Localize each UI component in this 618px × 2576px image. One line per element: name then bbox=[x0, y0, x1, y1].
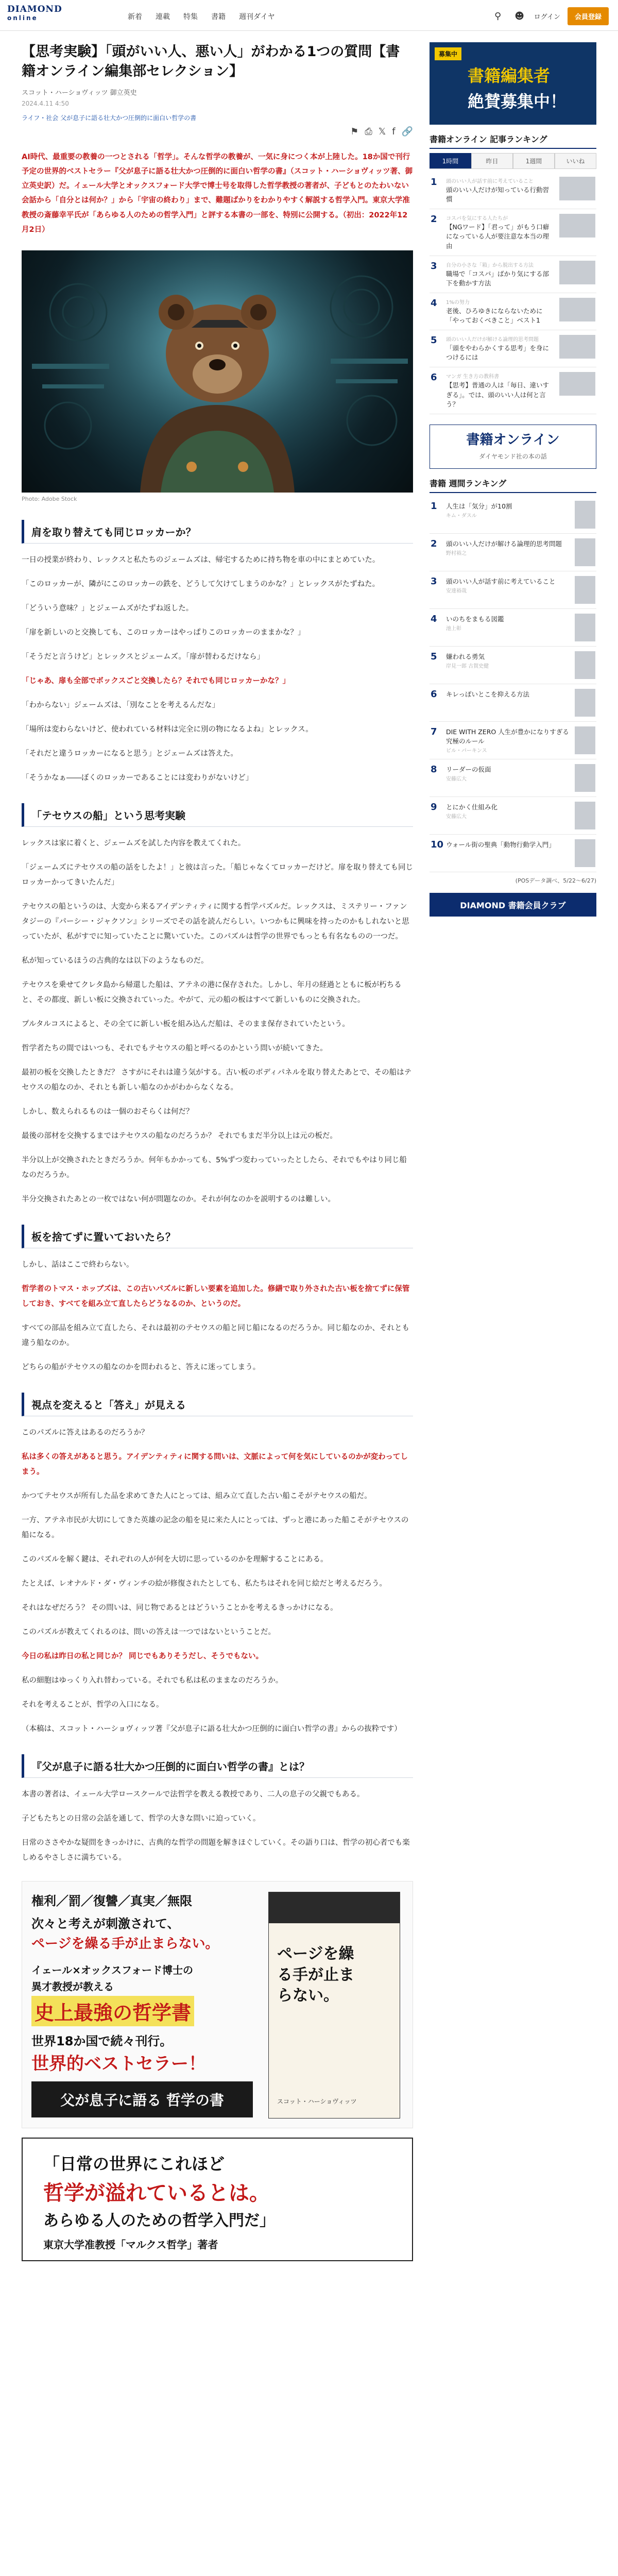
books-online-banner[interactable] bbox=[430, 425, 596, 469]
list-item[interactable] bbox=[430, 684, 596, 722]
tab-1week[interactable]: 1週間 bbox=[513, 153, 555, 168]
rank-number: 4 bbox=[431, 297, 437, 309]
x-share-icon[interactable]: 𝕏 bbox=[378, 126, 386, 137]
list-item[interactable] bbox=[430, 534, 596, 571]
book-ad-line6: 世界18か国で続々刊行。 bbox=[31, 2034, 173, 2049]
recruit-badge: 募集中 bbox=[435, 47, 461, 60]
book-ad-line7: 世界的ベストセラー！ bbox=[31, 2054, 206, 2075]
rank-category: コスパを気にする人たちが bbox=[446, 216, 508, 222]
weekly-ranking-title: 書籍 週間ランキング bbox=[430, 477, 596, 493]
paragraph: 半分交換されたあとの一枚ではない何が問題なのか。それが何なのかを説明するのは難しい。 bbox=[22, 1195, 335, 1204]
rank-number: 6 bbox=[431, 688, 437, 700]
article-title: 【思考実験】「頭がいい人、悪い人」がわかる1つの質問【書籍オンライン編集部セレクション】 bbox=[22, 44, 400, 80]
nav-item-weekly[interactable]: 週刊ダイヤ bbox=[239, 13, 275, 21]
book-title: リーダーの仮面 bbox=[446, 765, 491, 773]
list-item[interactable] bbox=[430, 722, 596, 759]
book-club-banner[interactable] bbox=[430, 893, 596, 917]
rank-thumbnail bbox=[559, 372, 595, 396]
book-title: 嫌われる勇気 bbox=[446, 652, 485, 660]
paragraph: それはなぜだろう？ その問いは、同じ物であるとはどういうことかを考えるきっかけになる。 bbox=[22, 1604, 338, 1613]
nav-item-feature[interactable]: 特集 bbox=[183, 13, 198, 21]
article-date: 2024.4.11 4:50 bbox=[22, 99, 69, 107]
book-ad-banner[interactable] bbox=[22, 1881, 413, 2128]
book-author: 池上彰 bbox=[446, 625, 461, 632]
weekly-ranking-list bbox=[430, 496, 596, 872]
section-heading: 「テセウスの船」という思考実験 bbox=[22, 803, 413, 827]
quote-line4: 東京大学准教授「マルクス哲学」著者 bbox=[43, 2239, 218, 2251]
paragraph: すべての部品を組み立て直したら、それは最初のテセウスの船と同じ船になるのだろうか。同じ船なのか、それとも違う船なのか。 bbox=[22, 1324, 409, 1348]
tab-yesterday[interactable]: 昨日 bbox=[471, 153, 513, 168]
rank-body bbox=[446, 726, 570, 754]
book-title: DIE WITH ZERO 人生が豊かになりすぎる究極のルール bbox=[446, 727, 569, 745]
book-thumbnail bbox=[575, 689, 595, 717]
book-thumbnail bbox=[575, 764, 595, 792]
rank-body bbox=[446, 261, 554, 288]
rank-number: 1 bbox=[431, 177, 437, 188]
tab-1hour[interactable]: 1時間 bbox=[430, 153, 471, 168]
section-heading: 『父が息子に語る壮大かつ圧倒的に面白い哲学の書』とは？ bbox=[22, 1754, 413, 1778]
paragraph: 子どもたちとの日常の会話を通して、哲学の大きな問いに迫っていく。 bbox=[22, 1815, 261, 1823]
book-ad-line4: 異才教授が教える bbox=[31, 1980, 114, 1993]
paragraph: 一日の授業が終わり、レックスと私たちのジェームズは、帰宅するために持ち物を車の中にまとめていた。 bbox=[22, 556, 380, 565]
rank-number: 4 bbox=[431, 613, 437, 624]
share-row bbox=[22, 126, 413, 142]
paragraph: かつてテセウスが所有した品を求めてきた人にとっては、組み立て直した古い船こそがテセウスの船だ。 bbox=[22, 1492, 372, 1501]
book-thumbnail bbox=[575, 651, 595, 679]
login-link[interactable]: ログイン bbox=[534, 13, 560, 21]
book-thumbnail bbox=[575, 802, 595, 829]
book-author: 安藤広大 bbox=[446, 776, 467, 782]
list-item[interactable] bbox=[430, 256, 596, 293]
book-ad-line2: ページを繰る手が止まらない。 bbox=[31, 1936, 219, 1952]
book-club-label: DIAMOND 書籍会員クラブ bbox=[460, 900, 566, 910]
section-heading: 視点を変えると「答え」が見える bbox=[22, 1393, 413, 1416]
article-main bbox=[22, 42, 413, 2261]
recruit-line2: 絶賛募集中！ bbox=[468, 92, 567, 111]
site-logo[interactable] bbox=[7, 4, 64, 25]
rank-title: 【NGワード】「君って」がもう口癖になっている人が要注意な本当の理由 bbox=[446, 223, 550, 250]
quote-line3: あらゆる人のための哲学入門だ」 bbox=[43, 2212, 275, 2230]
rank-number: 6 bbox=[431, 372, 437, 383]
paragraph: 最初の板を交換したときだ？ さすがにそれは違う気がする。古い板のボディパネルを取り替えたあとで、その船はテセウスの船なのか、それとも新しい船なのかがわからなくなる。 bbox=[22, 1069, 412, 1092]
rank-body bbox=[446, 802, 570, 829]
paragraph: 哲学者のトマス・ホッブズは、この古いパズルに新しい要素を追加した。修繕で取り外された古い板を捨てずに保管しておき、すべてを組み立て直したらどうなるのか、というのだ。 bbox=[22, 1285, 410, 1309]
citation: （本稿は、スコット・ハーショヴィッツ著『父が息子に語る壮大かつ圧倒的に面白い哲学の書』からの抜粋です） bbox=[22, 1725, 402, 1734]
bookmark-icon[interactable]: ⚑ bbox=[350, 126, 359, 137]
paragraph: 最後の部材を交換するまではテセウスの船なのだろうか？ それでもまだ半分以上は元の板だ。 bbox=[22, 1132, 337, 1141]
rank-category: 自分の小さな「箱」から脱出する方法 bbox=[446, 262, 534, 268]
paragraph: 私の細胞はゆっくり入れ替わっている。それでも私は私のままなのだろうか。 bbox=[22, 1676, 283, 1685]
article-author[interactable]: スコット・ハーショヴィッツ 御立英史 bbox=[22, 89, 137, 97]
rank-body bbox=[446, 689, 570, 717]
paragraph: 「そうかなぁ――ぼくのロッカーであることには変わりがないけど」 bbox=[22, 774, 253, 783]
book-title: ウォール街の聖典「動物行動学入門」 bbox=[446, 840, 555, 849]
rank-body bbox=[446, 177, 554, 204]
rank-body bbox=[446, 614, 570, 641]
logo-line1: DIAMOND bbox=[7, 4, 62, 14]
site-header bbox=[0, 0, 618, 31]
list-item[interactable] bbox=[430, 172, 596, 209]
paragraph: 私が知っているほうの古典的なは以下のようなものだ。 bbox=[22, 957, 209, 965]
list-item[interactable] bbox=[430, 293, 596, 330]
ranking-tabs bbox=[430, 153, 596, 169]
list-item[interactable] bbox=[430, 367, 596, 414]
paragraph: どちらの船がテセウスの船なのかを問われると、答えに迷ってしまう。 bbox=[22, 1363, 261, 1372]
nav-item-new[interactable]: 新着 bbox=[128, 13, 142, 21]
rank-thumbnail bbox=[559, 177, 595, 200]
rank-number: 7 bbox=[431, 726, 437, 737]
book-title: キレっぽいとこを抑える方法 bbox=[446, 690, 530, 698]
book-author: 安達裕哉 bbox=[446, 588, 467, 594]
book-thumbnail bbox=[575, 576, 595, 604]
rank-thumbnail bbox=[559, 214, 595, 238]
rank-body bbox=[446, 501, 570, 529]
rank-body bbox=[446, 651, 570, 679]
rank-number: 10 bbox=[431, 839, 444, 850]
rank-number: 8 bbox=[431, 764, 437, 775]
book-quote-banner[interactable] bbox=[22, 2138, 413, 2261]
paragraph: レックスは家に着くと、ジェームズを試した内容を教えてくれた。 bbox=[22, 839, 246, 848]
list-item[interactable] bbox=[430, 571, 596, 609]
nav-item-series[interactable]: 連載 bbox=[156, 13, 170, 21]
rank-title: 「頭をやわらかくする思考」を身につけるには bbox=[446, 344, 550, 362]
rank-body bbox=[446, 576, 570, 604]
register-button[interactable]: 会員登録 bbox=[568, 7, 609, 25]
list-item[interactable] bbox=[430, 496, 596, 534]
paragraph: 私は多くの答えがあると思う。アイデンティティに関する問いは、文脈によって何を気にしているのかが変わってしまう。 bbox=[22, 1453, 408, 1477]
book-author: キム・ダスル bbox=[446, 513, 477, 519]
search-icon[interactable]: ⚲ bbox=[494, 11, 502, 22]
rank-body bbox=[446, 839, 570, 867]
book-ad-line5: 史上最強の哲学書 bbox=[31, 1996, 194, 2026]
book-author: 安藤広大 bbox=[446, 814, 467, 820]
book-ad-line1: 次々と考えが刺激されて、 bbox=[31, 1917, 180, 1931]
paragraph: 本書の著者は、イェール大学ロースクールで法哲学を教える教授であり、二人の息子の父親でもある。 bbox=[22, 1790, 365, 1799]
book-cover-image bbox=[268, 1892, 400, 2119]
paragraph: 一方、アテネ市民が大切にしてきた英雄の記念の船を見に来た人にとっては、ずっと港にあった船こそがテセウスの船になる。 bbox=[22, 1516, 409, 1540]
rank-number: 2 bbox=[431, 214, 437, 225]
rank-title: 職場で「コスパ」ばかり気にする部下を動かす方法 bbox=[446, 269, 550, 287]
paragraph: それを考えることが、哲学の入口になる。 bbox=[22, 1701, 164, 1709]
paragraph: しかし、話はここで終わらない。 bbox=[22, 1261, 134, 1269]
book-title: 頭のいい人が話す前に考えていること bbox=[446, 577, 556, 585]
main-nav bbox=[128, 11, 275, 22]
rank-category: マンガ 生き方の教科書 bbox=[446, 374, 500, 380]
book-author: 岸見一郎 古賀史健 bbox=[446, 663, 489, 669]
rank-body bbox=[446, 764, 570, 792]
paragraph: 半分以上が交換されたときだろうか。何年もかかっても、5%ずつ変わっていったとしたら、それでもやはり同じ船なのだろうか。 bbox=[22, 1156, 407, 1180]
rank-body bbox=[446, 538, 570, 566]
book-thumbnail bbox=[575, 614, 595, 641]
paragraph: たとえば、レオナルド・ダ・ヴィンチの絵が修復されたとしても、私たちはそれを同じ絵だと考えるだろう。 bbox=[22, 1580, 387, 1588]
paragraph: 「そうだと言うけど」とレックスとジェームズ。「扉が替わるだけなら」 bbox=[22, 653, 265, 662]
share-icons bbox=[350, 126, 413, 137]
rank-thumbnail bbox=[559, 298, 595, 321]
book-ad-stripe: 権利／罰／復讐／真実／無限 bbox=[31, 1894, 192, 1909]
book-author: ビル・パーキンス bbox=[446, 748, 487, 754]
header-actions bbox=[491, 7, 609, 25]
quote-line1: 「日常の世界にこれほど bbox=[43, 2154, 225, 2174]
paragraph: 哲学者たちの間ではいつも、それでもテセウスの船と呼べるのかという問いが続いてきた。 bbox=[22, 1044, 328, 1053]
rank-thumbnail bbox=[559, 335, 595, 359]
book-title: 頭のいい人だけが解ける論理的思考問題 bbox=[446, 539, 562, 548]
weekly-ranking-note: (POSデータ調べ、5/22～6/27) bbox=[515, 877, 596, 884]
ranking-list bbox=[430, 172, 596, 414]
rank-title: 老後、ひろゆきにならないために「やっておくべきこと」ベスト1 bbox=[446, 307, 543, 324]
rank-body bbox=[446, 372, 554, 409]
book-thumbnail bbox=[575, 839, 595, 867]
section-heading: 板を捨てずに置いておいたら？ bbox=[22, 1225, 413, 1248]
print-icon[interactable]: ⎙ bbox=[365, 126, 372, 137]
paragraph: 「それだと違うロッカーになると思う」とジェームズは答えた。 bbox=[22, 750, 238, 758]
book-ad-line3: イェール×オックスフォード博士の bbox=[31, 1964, 194, 1977]
paragraph: このパズルが教えてくれるのは、問いの答えは一つではないということだ。 bbox=[22, 1628, 276, 1637]
list-item[interactable] bbox=[430, 797, 596, 835]
paragraph: 「ジェームズにテセウスの船の話をしたよ！」と彼は言った。「船じゃなくてロッカーだけど。扉を取り替えても同じロッカーかってきいたんだ」 bbox=[22, 863, 413, 887]
rank-number: 1 bbox=[431, 500, 437, 512]
article-lead: AI時代、最重要の教養の一つとされる「哲学」。そんな哲学の教養が、一気に身につく本が上陸した。18か国で刊行予定の世界的ベストセラー『父が息子に語る壮大かつ圧倒的に面白い哲学の書』（スコット・ハーショヴィッツ著、御立英史訳）だ。イェール大学とオックスフォード大学で博士号を取得した哲学教授の著者が、子どもとのたわいない会話から「自分とは何か？」から「宇宙の終わり」まで、難題ばかりをわかりやすく解説する哲学入門。東京大学准教授の斎藤幸平氏が「あらゆる人のための哲学入門」と評する本書の一部を、特別に公開する。（初出：2022年12月2日） bbox=[22, 152, 413, 234]
rank-number: 5 bbox=[431, 651, 437, 662]
paragraph: 「どういう意味？」とジェームズがたずね返した。 bbox=[22, 604, 194, 613]
editor-recruit-banner[interactable] bbox=[430, 42, 596, 125]
recruit-line1: 書籍編集者 bbox=[468, 66, 551, 86]
book-title: 人生は「気分」が10割 bbox=[446, 502, 512, 510]
paragraph: プルタルコスによると、その全てに新しい板を組み込んだ船は、そのまま保存されていたという。 bbox=[22, 1020, 350, 1029]
rank-number: 3 bbox=[431, 260, 437, 272]
paragraph: 「わからない」ジェームズは、「別なことを考えるんだな」 bbox=[22, 701, 219, 710]
paragraph: しかし、数えられるものは一個のおそらくは何だ？ bbox=[22, 1108, 194, 1116]
list-item[interactable] bbox=[430, 759, 596, 797]
nav-item-books[interactable]: 書籍 bbox=[211, 13, 226, 21]
rank-thumbnail bbox=[559, 261, 595, 284]
hero-image bbox=[22, 250, 413, 493]
tab-likes[interactable]: いいね bbox=[555, 153, 596, 168]
paragraph: テセウスの船というのは、大変から来るアイデンティティに関する哲学パズルだ。レックスは、ミステリー・ファンタジーの『パーシー・ジャクソン』シリーズでその話を読んだらしい。いつかもに興味を持ったのかもしれないと思っていたが、私がすでに知っていたことに驚いていた。このパズルは哲学の世界でもっとも有名なものの一つだ。 bbox=[22, 903, 409, 941]
user-icon[interactable]: ☻ bbox=[514, 11, 524, 22]
facebook-share-icon[interactable]: f bbox=[392, 126, 396, 137]
link-share-icon[interactable]: 🔗 bbox=[401, 126, 413, 137]
rank-title: 頭のいい人だけが知っている行動習慣 bbox=[446, 186, 550, 204]
paragraph: テセウスを乗せてクレタ島から帰還した船は、アテネの港に保存された。しかし、年月の経過とともに板が朽ちると、その都度、新しい板に交換されていった。やがて、元の船の板はすべて新しいものに交換された。 bbox=[22, 981, 402, 1005]
rank-body bbox=[446, 298, 554, 325]
paragraph: このパズルに答えはあるのだろうか？ bbox=[22, 1429, 149, 1437]
paragraph: 「このロッカーが、隣がにこのロッカーの鉄を、どうして欠けてしまうのかな？」とレックスがたずねた。 bbox=[22, 580, 380, 589]
rank-number: 5 bbox=[431, 335, 437, 346]
book-thumbnail bbox=[575, 726, 595, 754]
quote-line2: 哲学が溢れているとは。 bbox=[43, 2181, 270, 2206]
paragraph: 今日の私は昨日の私と同じか？ 同じでもありそうだし、そうでもない。 bbox=[22, 1652, 264, 1661]
rank-number: 3 bbox=[431, 575, 437, 587]
paragraph: 「じゃあ、扉も全部でボックスごと交換したら？それでも同じロッカーかな？」 bbox=[22, 677, 290, 686]
rank-category: 頭のいい人だけが解ける論理的思考問題 bbox=[446, 337, 539, 343]
rank-category: 頭のいい人が話す前に考えていること bbox=[446, 179, 534, 184]
book-title: いのちをまもる図鑑 bbox=[446, 615, 504, 623]
book-author: 野村裕之 bbox=[446, 550, 467, 556]
paragraph: 日常のささやかな疑問をきっかけに、古典的な哲学の問題を解きほぐしていく。その語り口は、哲学の初心者でも楽しめるやさしさに満ちている。 bbox=[22, 1839, 410, 1862]
book-cover-text: ページを繰る手が止まらない。 bbox=[277, 1945, 354, 2005]
sidebar bbox=[430, 42, 596, 917]
list-item[interactable] bbox=[430, 647, 596, 684]
book-ad-book-title: 父が息子に語る 哲学の書 bbox=[31, 2081, 253, 2117]
books-online-title: 書籍オンライン bbox=[466, 432, 560, 448]
book-cover-author: スコット・ハーショヴィッツ bbox=[277, 2098, 357, 2106]
list-item[interactable] bbox=[430, 835, 596, 872]
logo-line2: online bbox=[7, 14, 38, 22]
paragraph: 「扉を新しいのと交換しても、このロッカーはやっぱりこのロッカーのままかな？」 bbox=[22, 629, 305, 637]
list-item[interactable] bbox=[430, 209, 596, 256]
paragraph: このパズルを解く鍵は、それぞれの人が何を大切に思っているのかを理解することにある。 bbox=[22, 1555, 328, 1564]
rank-number: 2 bbox=[431, 538, 437, 549]
book-cover-band bbox=[269, 1892, 400, 1923]
books-online-sub: ダイヤモンド社の本の話 bbox=[479, 452, 547, 460]
rank-number: 9 bbox=[431, 801, 437, 812]
section-heading: 肩を取り替えても同じロッカーか？ bbox=[22, 520, 413, 544]
book-title: とにかく仕組み化 bbox=[446, 803, 498, 811]
rank-body bbox=[446, 335, 554, 362]
ranking-title: 書籍オンライン 記事ランキング bbox=[430, 133, 596, 149]
hero-caption: Photo: Adobe Stock bbox=[22, 496, 77, 503]
bear-illustration bbox=[22, 250, 413, 493]
book-thumbnail bbox=[575, 501, 595, 529]
rank-category: 1%の努力 bbox=[446, 299, 470, 306]
book-thumbnail bbox=[575, 538, 595, 566]
rank-body bbox=[446, 214, 554, 250]
rank-title: 【思考】普通の人は「毎日、違いすぎる」。では、頭のいい人は何と言う？ bbox=[446, 381, 550, 408]
list-item[interactable] bbox=[430, 330, 596, 367]
paragraph: 「場所は変わらないけど、使われている材料は完全に別の物になるよね」とレックス。 bbox=[22, 725, 313, 734]
article-tags[interactable]: ライフ・社会 父が息子に語る壮大かつ圧倒的に面白い哲学の書 bbox=[22, 114, 197, 122]
list-item[interactable] bbox=[430, 609, 596, 647]
